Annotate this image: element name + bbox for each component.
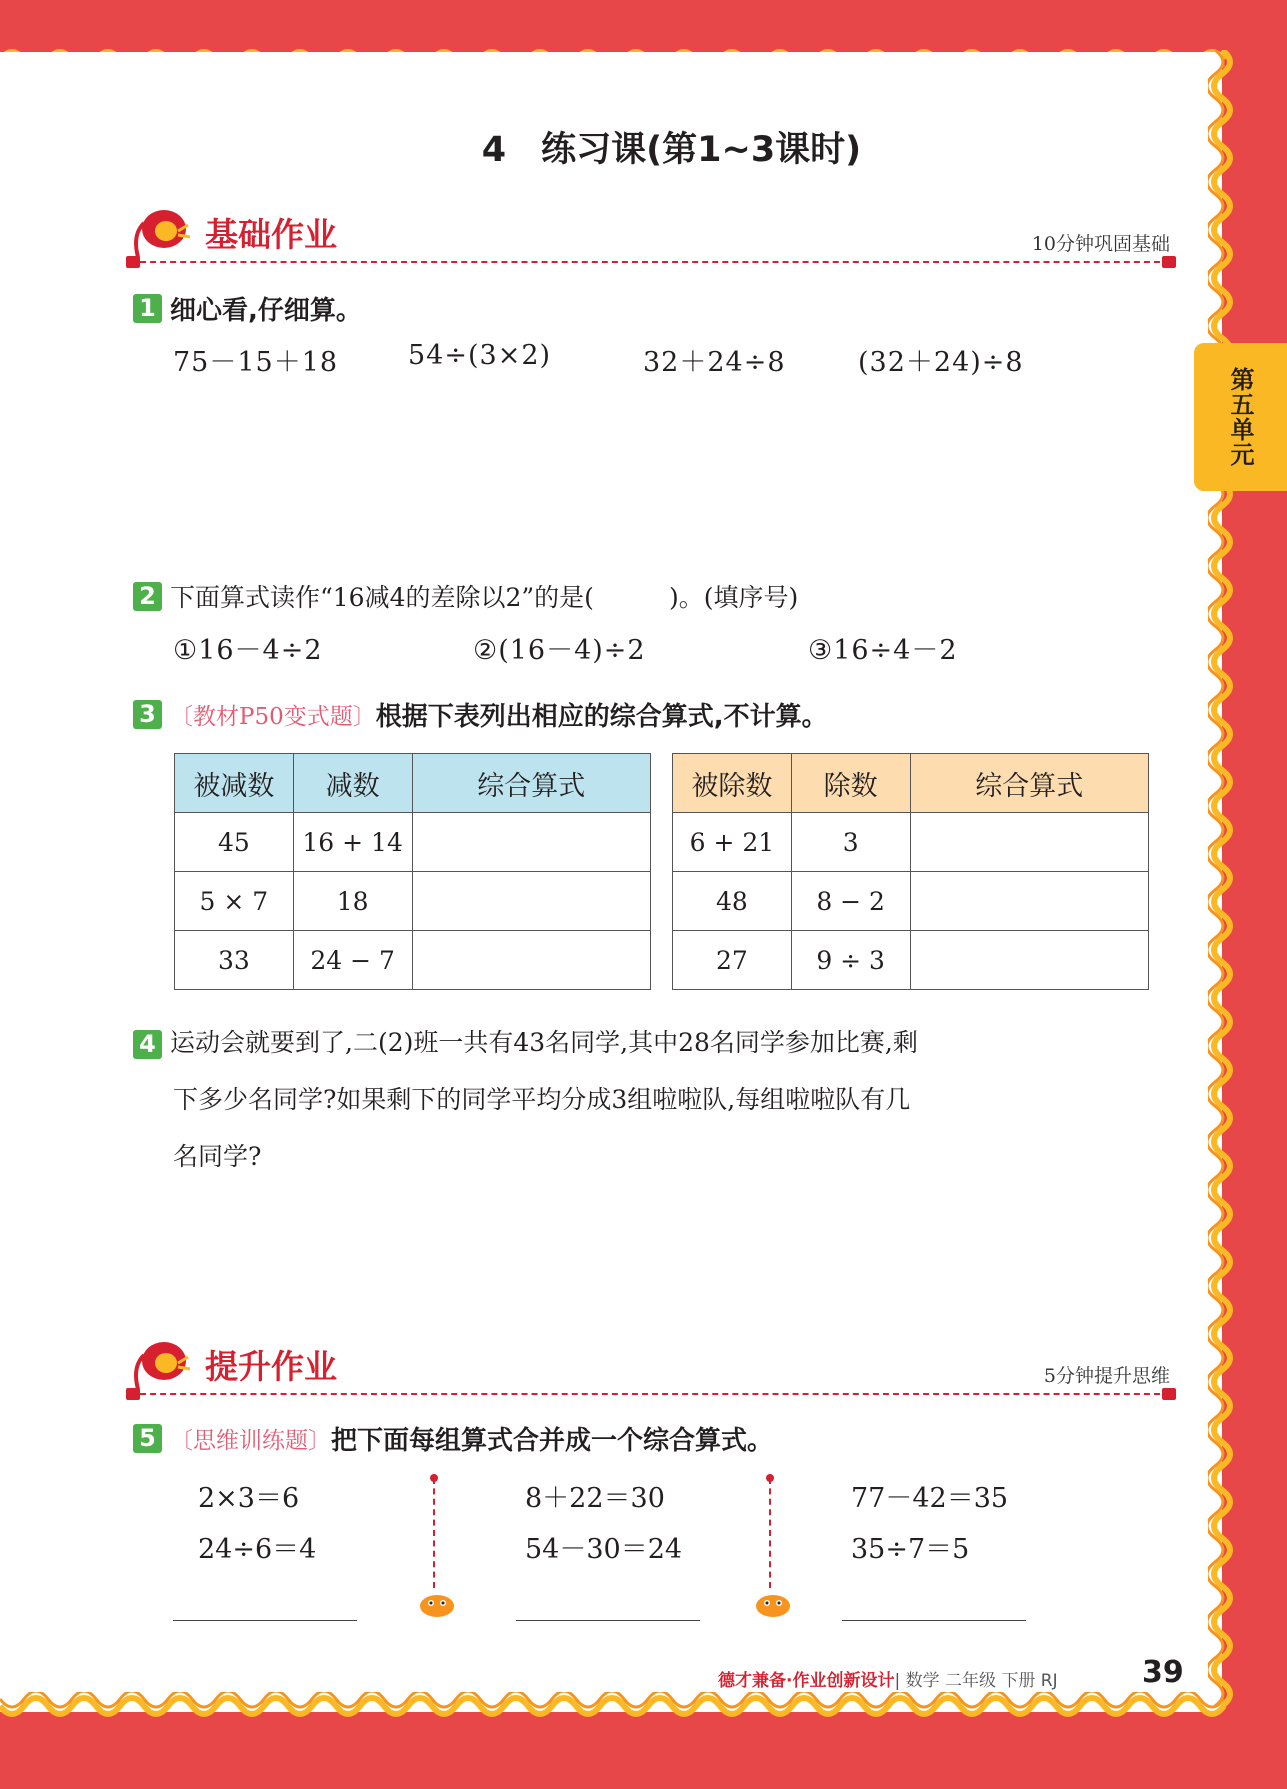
question-number: 2 [133,582,162,611]
table-cell: 24 − 7 [293,931,412,990]
table-cell: 6 + 21 [673,813,792,872]
table-cell: 27 [673,931,792,990]
answer-cell[interactable] [910,813,1148,872]
section-basic-title: 基础作业 [205,215,337,254]
table-header: 减数 [293,754,412,813]
question-1 [133,290,362,327]
answer-line[interactable] [173,1620,357,1621]
expression: (32＋24)÷8 [858,347,1024,378]
cartoon-bug-icon [416,1588,458,1620]
question-text: 下面算式读作“16减4的差除以2”的是( )。(填序号) [170,583,799,612]
lightbulb-icon [130,1339,192,1395]
question-4 [133,1014,1183,1185]
table-cell: 3 [791,813,910,872]
question-number: 1 [133,294,162,323]
table-header: 综合算式 [412,754,650,813]
answer-cell[interactable] [910,872,1148,931]
table-row [673,872,1149,931]
question-tag: 〔教材P50变式题〕 [170,704,376,730]
question-text-line: 运动会就要到了,二(2)班一共有43名同学,其中28名同学参加比赛,剩 [170,1028,918,1057]
answer-cell[interactable] [412,931,650,990]
equation: 54－30＝24 [525,1534,683,1565]
table-header: 除数 [791,754,910,813]
equation-group-2 [525,1473,682,1575]
question-text-line: 下多少名同学?如果剩下的同学平均分成3组啦啦队,每组啦啦队有几 [173,1085,911,1114]
equation-group-3 [851,1473,1008,1575]
unit-tab-label: 第五单元 [1226,367,1254,467]
table-cell: 45 [175,813,294,872]
equation: 35÷7＝5 [851,1534,970,1565]
subtraction-table [174,753,651,990]
page-number: 39 [1142,1655,1184,1690]
option: ①16－4÷2 [173,635,323,666]
answer-line[interactable] [842,1620,1026,1621]
section-divider [130,261,1170,263]
frame-wave-right [1208,50,1242,1710]
equation: 77－42＝35 [851,1483,1009,1514]
section-advanced-header [130,1337,1170,1407]
table-row [175,813,651,872]
table-cell: 5 × 7 [175,872,294,931]
table-row [673,813,1149,872]
equation-group-1 [198,1473,316,1575]
answer-line[interactable] [516,1620,700,1621]
question-text: 细心看,仔细算。 [170,296,362,326]
section-advanced-title: 提升作业 [205,1347,337,1386]
footer-brand: 德才兼备·作业创新设计 [718,1671,895,1691]
footer-book-info: | 数学 二年级 下册 RJ [894,1671,1058,1691]
table-cell: 33 [175,931,294,990]
question-number: 3 [133,700,162,729]
question-3 [133,696,828,733]
divider-end-left [126,256,140,268]
table-header: 被除数 [673,754,792,813]
question-number: 4 [133,1030,162,1059]
section-divider [130,1393,1170,1395]
divider-end-right [1162,256,1176,268]
option: ②(16－4)÷2 [473,635,646,666]
section-basic-subtitle: 10分钟巩固基础 [1031,233,1170,255]
table-header: 被减数 [175,754,294,813]
division-table [672,753,1149,990]
section-advanced-subtitle: 5分钟提升思维 [1043,1365,1170,1387]
answer-cell[interactable] [412,872,650,931]
table-row [175,931,651,990]
equation: 2×3＝6 [198,1483,300,1514]
table-row [175,872,651,931]
equation: 8＋22＝30 [525,1483,665,1514]
option: ③16÷4－2 [808,635,958,666]
answer-cell[interactable] [910,931,1148,990]
question-text: 根据下表列出相应的综合算式,不计算。 [375,702,828,732]
expression: 54÷(3×2) [408,340,552,371]
group-divider [769,1478,771,1588]
equation: 24÷6＝4 [198,1534,317,1565]
frame-wave-bottom [0,1692,1230,1726]
table-header: 综合算式 [910,754,1148,813]
group-divider [433,1478,435,1588]
table-cell: 9 ÷ 3 [791,931,910,990]
question-text: 把下面每组算式合并成一个综合算式。 [331,1426,774,1456]
unit-tab[interactable] [1194,343,1287,491]
lightbulb-icon [130,207,192,263]
table-cell: 8 − 2 [791,872,910,931]
question-number: 5 [133,1424,162,1453]
expression: 75－15＋18 [173,347,339,378]
table-row [673,931,1149,990]
table-cell: 48 [673,872,792,931]
page-title: 4 练习课(第1~3课时) [481,130,862,170]
table-cell: 16 + 14 [293,813,412,872]
divider-end-right [1162,1388,1176,1400]
table-cell: 18 [293,872,412,931]
question-text-line: 名同学? [173,1142,262,1171]
question-2 [133,578,798,614]
cartoon-bug-icon [752,1588,794,1620]
question-tag: 〔思维训练题〕 [170,1428,331,1454]
expression: 32＋24÷8 [643,347,786,378]
footer [718,1666,1058,1691]
section-basic-header [130,205,1170,275]
divider-end-left [126,1388,140,1400]
question-5 [133,1420,773,1457]
answer-cell[interactable] [412,813,650,872]
